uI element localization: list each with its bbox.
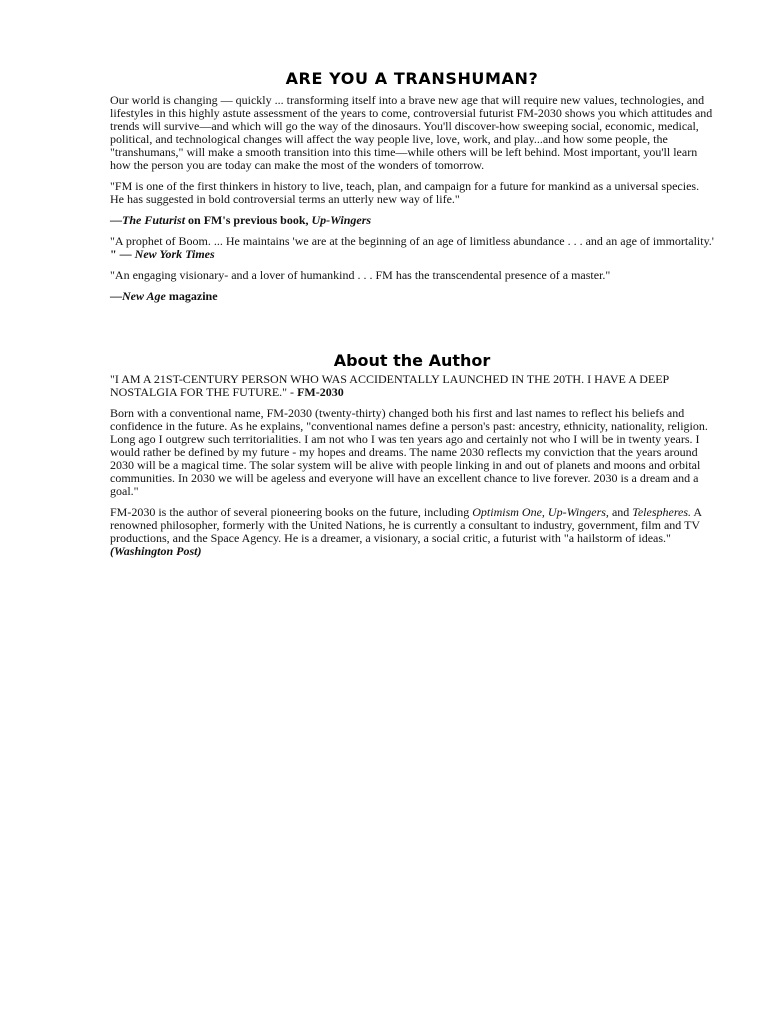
book-title: Telespheres. [632, 505, 692, 519]
publication-name: The Futurist [122, 213, 186, 227]
author-books-paragraph [110, 506, 714, 558]
quote-text: "I AM A 21ST-CENTURY PERSON WHO WAS ACCIDENTALLY LAUNCHED IN THE 20TH. I HAVE A DEEP NOSTALGIA FOR THE FUTURE." - [110, 372, 669, 399]
document-page [110, 70, 714, 566]
nyt-quote [110, 235, 714, 261]
bio-text: FM-2030 is the author of several pioneering books on the future, including [110, 505, 473, 519]
author-quote [110, 373, 714, 399]
attribution-text: on FM's previous book, [185, 213, 312, 227]
publication-name: (Washington Post) [110, 544, 202, 558]
publication-name: New Age [122, 289, 166, 303]
new-age-quote: "An engaging visionary- and a lover of humankind . . . FM has the transcendental presence of a master." [110, 268, 611, 282]
futurist-quote: "FM is one of the first thinkers in history to live, teach, plan, and campaign for a future for mankind as a universal species. He has suggested in bold controversial terms an utterly new way of life." [110, 179, 700, 206]
bio-text: A renowned philosopher, formerly with the United Nations, he is currently a consultant to industry, government, film and TV productions, and the Space Agency. He is a dreamer, a visionary, a social critic, a futurist with "a hailstorm of ideas." [110, 505, 702, 545]
attribution-text: magazine [165, 289, 218, 303]
book-title: Up-Wingers [311, 213, 372, 227]
attribution-dash: — [110, 213, 122, 227]
attribution-dash: — [110, 289, 122, 303]
quote-text: "A prophet of Boom. ... He maintains 'we are at the beginning of an age of limitless abundance . . . and an age of immortality.' [110, 234, 714, 248]
attribution-dash: " — [110, 247, 135, 261]
publication-name: New York Times [134, 247, 215, 261]
bio-text: and [608, 505, 633, 519]
futurist-attribution [110, 214, 714, 227]
book-titles: Optimism One, Up-Wingers, [472, 505, 609, 519]
page-title: ARE YOU A TRANSHUMAN? [285, 69, 539, 88]
author-bio-paragraph: Born with a conventional name, FM-2030 (twenty-thirty) changed both his first and last names to reflect his beliefs and confidence in the future. As he explains, "conventional names define a person's past: ancestry, ethnicity, nationality, religion. Long ago I outgrew such territorialities. I am not who I was ten years ago and certainly not who I will be in twenty years. I would rather be defined by my future - my hopes and dreams. The name 2030 reflects my conviction that the years around 2030 will be a magical time. The solar system will be alive with people linking in and out of planets and moons and orbital communities. In 2030 we will be ageless and everyone will have an excellent chance to live forever. 2030 is a dream and a goal." [110, 406, 708, 498]
intro-paragraph: Our world is changing — quickly ... transforming itself into a brave new age that will require new values, technologies, and lifestyles in this highly astute assessment of the years to come, controversial futurist FM-2030 shows you which attitudes and trends will survive—and which will go the way of the dinosaurs. You'll discover-how sweeping social, economic, medical, political, and technological changes will affect the way people live, love, work, and play...and how some people, the "transhumans," will make a smooth transition into this time—while others will be left behind. Most important, you'll learn how the person you are today can make the most of the wonders of tomorrow. [110, 93, 713, 172]
section-title: About the Author [333, 351, 491, 370]
author-name: FM-2030 [297, 385, 344, 399]
new-age-attribution [110, 290, 714, 303]
